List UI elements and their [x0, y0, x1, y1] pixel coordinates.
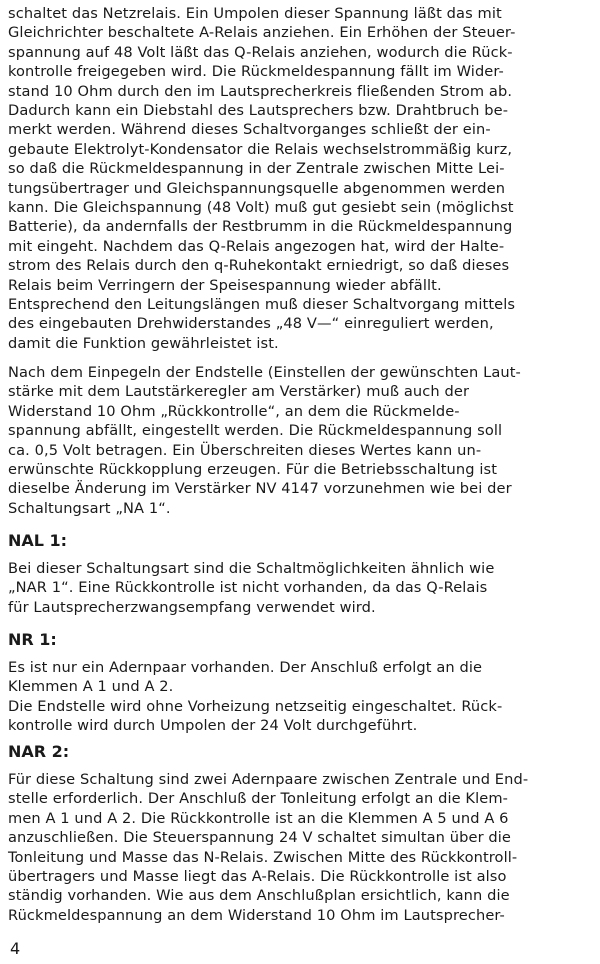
- text-line: Die Endstelle wird ohne Vorheizung netzseitig eingeschaltet. Rück-: [8, 697, 503, 715]
- text-line: Batterie), da andernfalls der Restbrumm in die Rückmeldespannung: [8, 218, 513, 236]
- text-line: Dadurch kann ein Diebstahl des Lautsprechers bzw. Drahtbruch be-: [8, 102, 509, 120]
- section-text-nr1: [8, 658, 592, 697]
- text-line: Für diese Schaltung sind zwei Adernpaare zwischen Zentrale und End-: [8, 771, 529, 788]
- text-line: Entsprechend den Leitungslängen muß dieser Schaltvorgang mittels: [8, 296, 516, 313]
- section-heading-nar2: NAR 2:: [8, 742, 70, 761]
- text-line: erwünschte Rückkopplung erzeugen. Für die Betriebsschaltung ist: [8, 461, 498, 479]
- text-line: merkt werden. Während dieses Schaltvorganges schließt der ein-: [8, 121, 491, 139]
- text-line: gebaute Elektrolyt-Kondensator die Relais wechselstrommäßig kurz,: [8, 140, 513, 158]
- intro-text: [8, 4, 592, 295]
- text-line: strom des Relais durch den q-Ruhekontakt erniedrigt, so daß dieses: [8, 257, 510, 275]
- text-line: ständig vorhanden. Wie aus dem Anschlußplan ersichtlich, kann die: [8, 887, 510, 905]
- second-text: [8, 295, 592, 353]
- second-paragraph: [8, 295, 592, 353]
- page-number: 4: [10, 939, 21, 958]
- text-line: Nach dem Einpegeln der Endstelle (Einstellen der gewünschten Laut-: [8, 364, 521, 381]
- text-line: men A 1 und A 2. Die Rückkontrolle ist an die Klemmen A 5 und A 6: [8, 809, 509, 827]
- text-line: Widerstand 10 Ohm „Rückkontrolle“, an dem die Rückmelde-: [8, 402, 460, 420]
- text-line: stand 10 Ohm durch den im Lautsprecherkreis fließenden Strom ab.: [8, 82, 513, 100]
- section-heading-nal1: NAL 1:: [8, 531, 68, 550]
- section-nr1: [8, 630, 592, 736]
- text-line: kann. Die Gleichspannung (48 Volt) muß gut gesiebt sein (möglichst: [8, 199, 514, 217]
- text-line: dieselbe Änderung im Verstärker NV 4147 vorzunehmen wie bei der: [8, 480, 512, 498]
- text-line: stärke mit dem Lautstärkeregler am Verstärker) muß auch der: [8, 383, 470, 401]
- text-line: Tonleitung und Masse das N-Relais. Zwischen Mitte des Rückkontroll-: [8, 848, 518, 866]
- text-line: damit die Funktion gewährleistet ist.: [8, 334, 279, 352]
- section-text-nr1-second: [8, 697, 592, 736]
- section-nal1: [8, 531, 592, 617]
- text-line: für Lautsprecherzwangsempfang verwendet wird.: [8, 598, 376, 616]
- text-line: des eingebauten Drehwiderstandes „48 V—“ einreguliert werden,: [8, 315, 494, 333]
- text-line: Gleichrichter beschaltete A-Relais anziehen. Ein Erhöhen der Steuer-: [8, 24, 516, 42]
- text-line: mit eingeht. Nachdem das Q-Relais angezogen hat, wird der Halte-: [8, 237, 505, 255]
- section-text-nar2: [8, 770, 592, 925]
- section-heading-nr1: NR 1:: [8, 630, 57, 649]
- text-line: spannung auf 48 Volt läßt das Q-Relais anziehen, wodurch die Rück-: [8, 43, 513, 61]
- text-line: übertragers und Masse liegt das A-Relais. Die Rückkontrolle ist also: [8, 868, 507, 886]
- text-line: schaltet das Netzrelais. Ein Umpolen dieser Spannung läßt das mit: [8, 5, 502, 22]
- text-line: Bei dieser Schaltungsart sind die Schaltmöglichkeiten ähnlich wie: [8, 560, 495, 577]
- text-line: kontrolle wird durch Umpolen der 24 Volt durchgeführt.: [8, 717, 418, 735]
- text-line: anzuschließen. Die Steuerspannung 24 V schaltet simultan über die: [8, 829, 512, 847]
- intro-paragraph: [8, 4, 592, 295]
- text-line: Es ist nur ein Adernpaar vorhanden. Der Anschluß erfolgt an die: [8, 659, 483, 676]
- section-nar2: [8, 742, 592, 925]
- text-line: Relais beim Verringern der Speisespannung wieder abfällt.: [8, 276, 442, 294]
- text-line: Rückmeldespannung an dem Widerstand 10 Ohm im Lautsprecher-: [8, 906, 505, 924]
- text-line: so daß die Rückmeldespannung in der Zentrale zwischen Mitte Lei-: [8, 160, 505, 178]
- section-text-nal1: [8, 559, 592, 617]
- third-paragraph: [8, 363, 592, 518]
- text-line: tungsübertrager und Gleichspannungsquelle abgenommen werden: [8, 179, 506, 197]
- text-line: Klemmen A 1 und A 2.: [8, 678, 174, 696]
- text-line: „NAR 1“. Eine Rückkontrolle ist nicht vorhanden, da das Q-Relais: [8, 579, 488, 597]
- text-line: stelle erforderlich. Der Anschluß der Tonleitung erfolgt an die Klem-: [8, 790, 509, 808]
- text-line: spannung abfällt, eingestellt werden. Die Rückmeldespannung soll: [8, 422, 503, 440]
- text-line: ca. 0,5 Volt betragen. Ein Überschreiten dieses Wertes kann un-: [8, 441, 482, 459]
- text-line: kontrolle freigegeben wird. Die Rückmeldespannung fällt im Wider-: [8, 63, 504, 81]
- text-line: Schaltungsart „NA 1“.: [8, 499, 171, 517]
- third-text: [8, 363, 592, 518]
